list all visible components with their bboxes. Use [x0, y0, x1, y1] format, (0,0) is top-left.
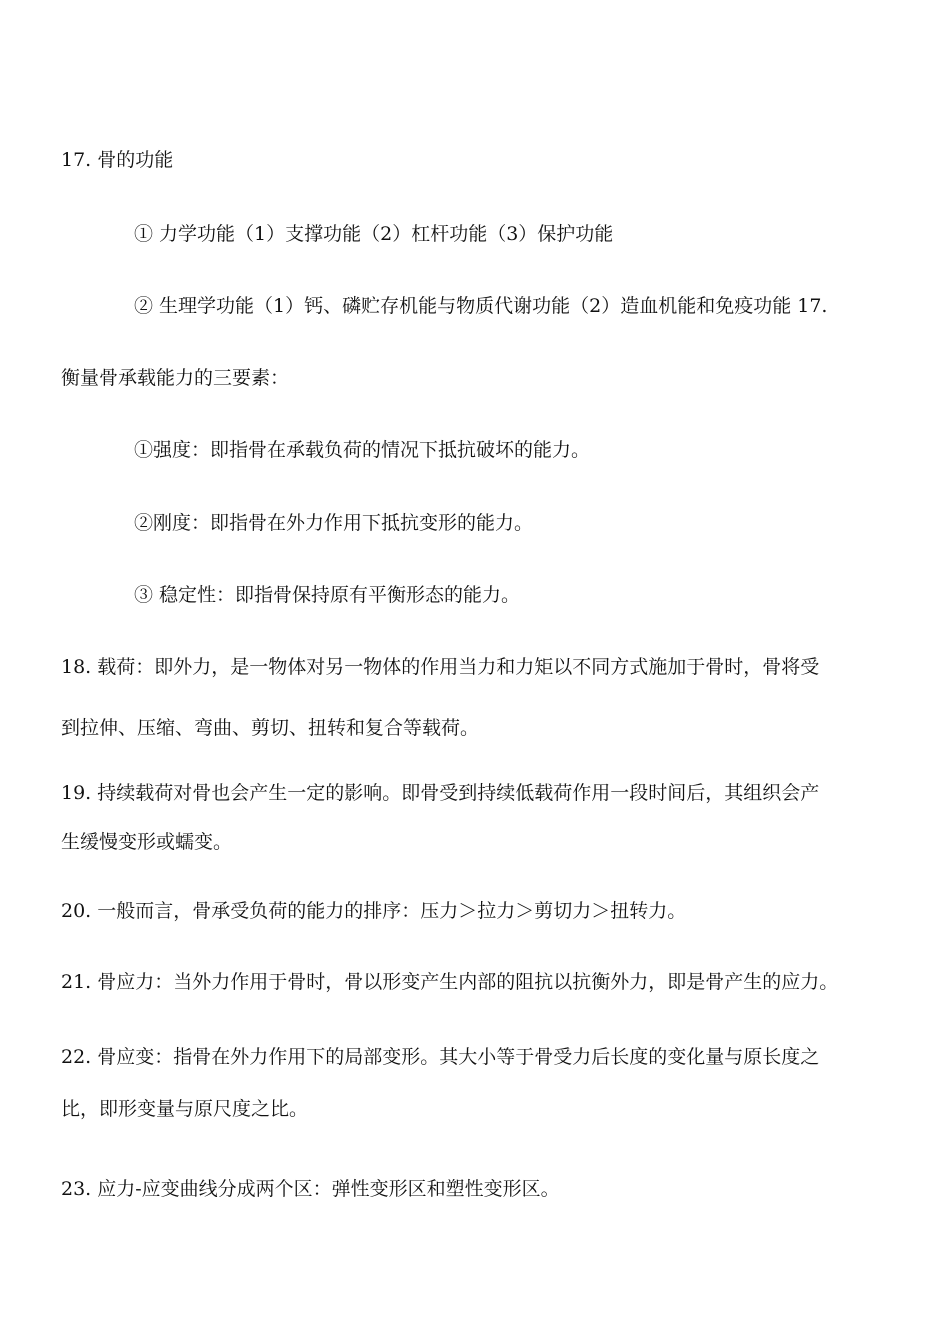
heading-17: 17. 骨的功能 — [61, 149, 174, 171]
paragraph-line: 生缓慢变形或蠕变。 — [61, 831, 233, 853]
paragraph-line: 衡量骨承载能力的三要素： — [61, 367, 290, 389]
paragraph-line: 22. 骨应变：指骨在外力作用下的局部变形。其大小等于骨受力后长度的变化量与原长度之 — [61, 1046, 820, 1068]
list-item: ③ 稳定性：即指骨保持原有平衡形态的能力。 — [134, 584, 521, 606]
paragraph-line: 21. 骨应力：当外力作用于骨时，骨以形变产生内部的阻抗以抗衡外力，即是骨产生的应力。 — [61, 971, 839, 993]
paragraph-line: 到拉伸、压缩、弯曲、剪切、扭转和复合等载荷。 — [61, 717, 480, 739]
paragraph-line: 18. 载荷：即外力，是一物体对另一物体的作用当力和力矩以不同方式施加于骨时，骨将受 — [61, 656, 820, 678]
list-item: ② 生理学功能（1）钙、磷贮存机能与物质代谢功能（2）造血机能和免疫功能 17. — [134, 295, 828, 317]
list-item: ① 力学功能（1）支撑功能（2）杠杆功能（3）保护功能 — [134, 223, 614, 245]
paragraph-line: 比，即形变量与原尺度之比。 — [61, 1098, 309, 1120]
paragraph-line: 19. 持续载荷对骨也会产生一定的影响。即骨受到持续低载荷作用一段时间后，其组织会产 — [61, 782, 820, 804]
paragraph-line: 20. 一般而言，骨承受负荷的能力的排序：压力＞拉力＞剪切力＞扭转力。 — [61, 900, 687, 922]
list-item: ②刚度：即指骨在外力作用下抵抗变形的能力。 — [134, 512, 534, 534]
list-item: ①强度：即指骨在承载负荷的情况下抵抗破坏的能力。 — [134, 439, 591, 461]
paragraph-line: 23. 应力-应变曲线分成两个区：弹性变形区和塑性变形区。 — [61, 1178, 560, 1200]
